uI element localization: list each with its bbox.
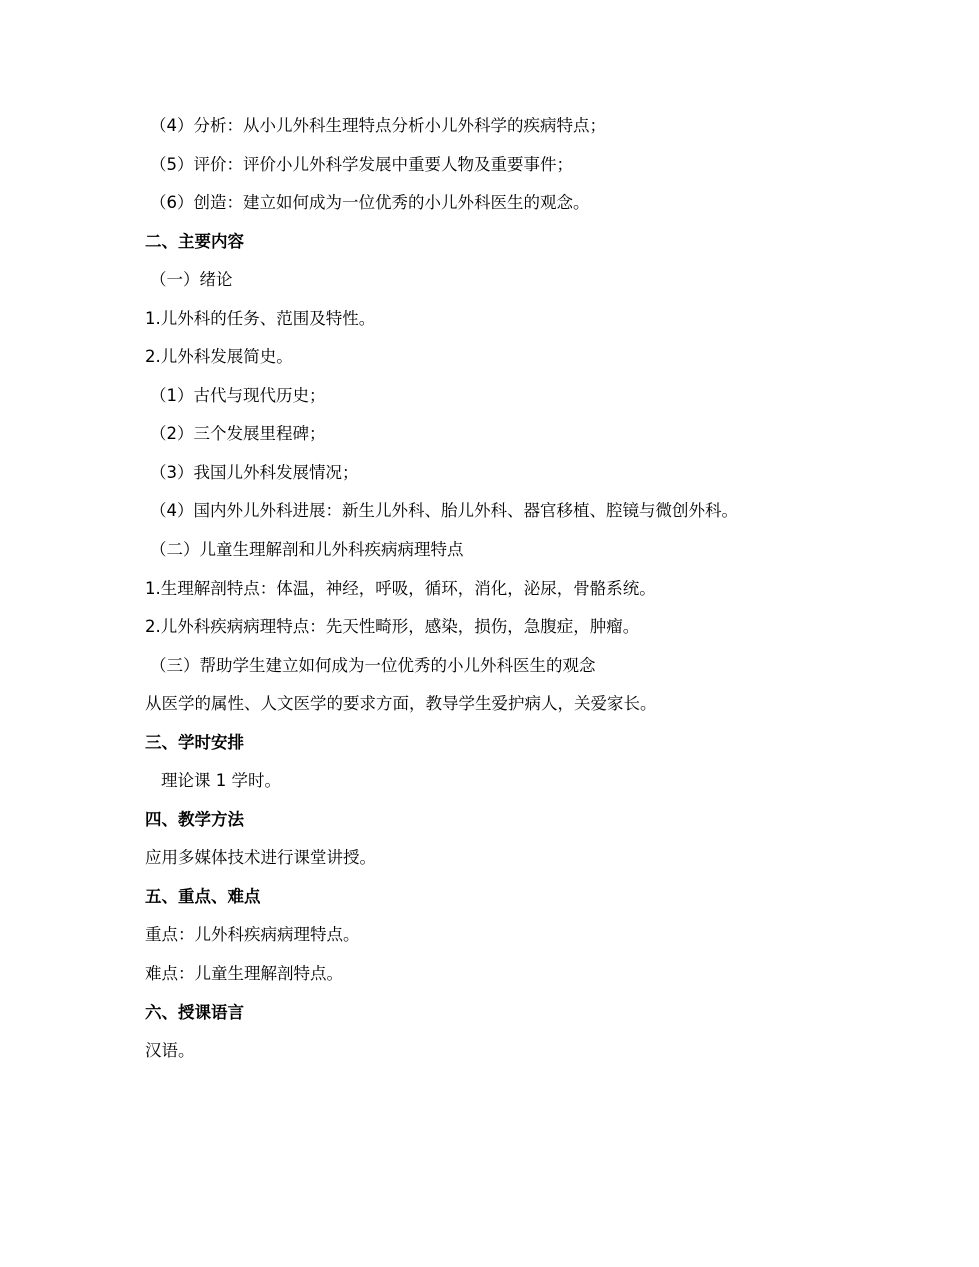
list-item: （6）创造：建立如何成为一位优秀的小儿外科医生的观念。 (150, 193, 590, 213)
section-heading: 四、教学方法 (145, 809, 244, 829)
paragraph: 汉语。 (145, 1041, 195, 1061)
list-item: （4）分析：从小儿外科生理特点分析小儿外科学的疾病特点； (150, 116, 606, 135)
paragraph: 2.儿外科疾病病理特点：先天性畸形，感染，损伤，急腹症，肿瘤。 (145, 617, 640, 637)
section-heading: 二、主要内容 (145, 231, 244, 251)
subsection-heading: （一）绪论 (150, 270, 233, 290)
paragraph: 2.儿外科发展简史。 (145, 347, 293, 367)
paragraph: 重点：儿外科疾病病理特点。 (145, 925, 360, 945)
list-item: （1）古代与现代历史； (150, 385, 326, 405)
paragraph: 理论课 1 学时。 (161, 771, 281, 791)
paragraph: 1.生理解剖特点：体温，神经，呼吸，循环，消化，泌尿，骨骼系统。 (145, 578, 656, 598)
list-item: （2）三个发展里程碑； (150, 424, 326, 444)
subsection-heading: （二）儿童生理解剖和儿外科疾病病理特点 (150, 540, 464, 560)
list-item: （5）评价：评价小儿外科学发展中重要人物及重要事件； (150, 154, 573, 174)
list-item: （4）国内外儿外科进展：新生儿外科、胎儿外科、器官移植、腔镜与微创外科。 (150, 501, 738, 521)
paragraph: 难点：儿童生理解剖特点。 (145, 964, 343, 984)
list-item: （3）我国儿外科发展情况； (150, 462, 359, 482)
document-page (145, 114, 845, 1078)
subsection-heading: （三）帮助学生建立如何成为一位优秀的小儿外科医生的观念 (150, 655, 596, 675)
section-heading: 五、重点、难点 (145, 886, 261, 906)
paragraph: 从医学的属性、人文医学的要求方面，教导学生爱护病人，关爱家长。 (145, 694, 657, 714)
section-heading: 六、授课语言 (145, 1002, 244, 1022)
paragraph: 1.儿外科的任务、范围及特性。 (145, 308, 376, 328)
section-heading: 三、学时安排 (145, 732, 244, 752)
paragraph: 应用多媒体技术进行课堂讲授。 (145, 848, 376, 868)
